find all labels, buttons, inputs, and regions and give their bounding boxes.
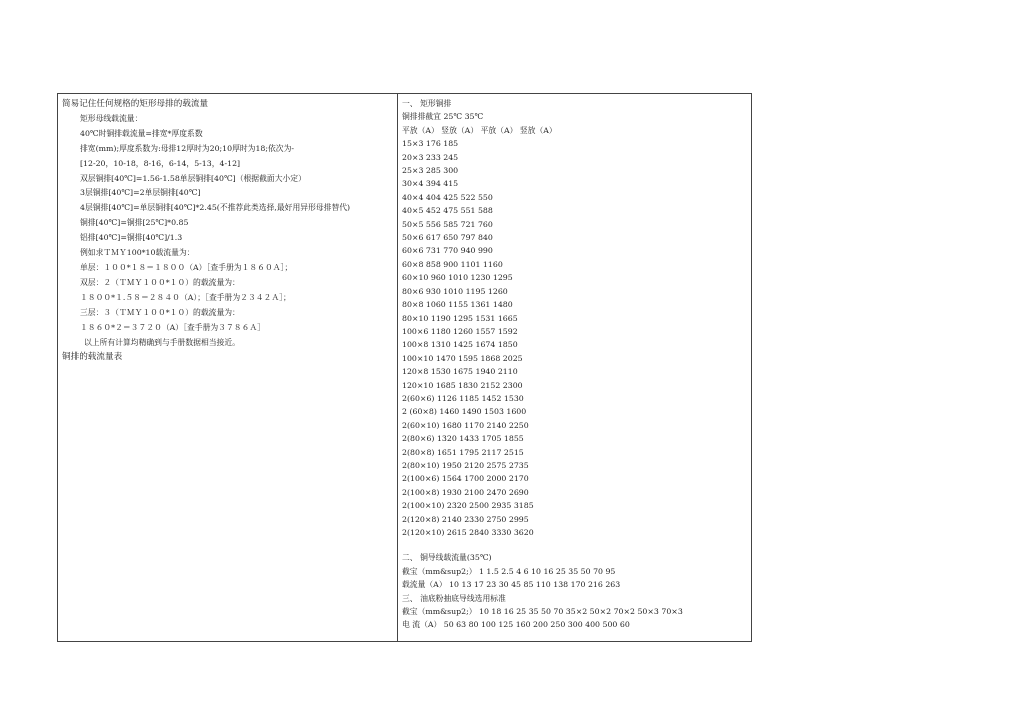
left-column [58, 94, 398, 641]
text-line: 铝排[40℃]=铜排[40℃]/1.3 [80, 233, 183, 243]
table-row: 25×3 285 300 [402, 166, 459, 176]
wire-size-row: 截宝（mm&sup2;） 1 1.5 2.5 4 6 10 16 25 35 50 70 95 [402, 566, 616, 576]
table-row: 2(120×10) 2615 2840 3330 3620 [402, 528, 534, 537]
table-row: 60×6 731 770 940 990 [402, 246, 493, 256]
table-row: 2(80×6) 1320 1433 1705 1855 [402, 434, 524, 444]
table-row: 50×6 617 650 797 840 [402, 233, 493, 243]
text-line: 4层铜排[40℃]=单层铜排[40℃]*2.45(不推荐此类选择,最好用异形母排替代) [80, 203, 351, 213]
table-row: 2 (60×8) 1460 1490 1503 1600 [402, 407, 527, 417]
text-line: 双层：２（ＴＭＹ１００*１０）的载流量为： [80, 277, 240, 287]
text-line: 三层：３（ＴＭＹ１００*１０）的载流量为： [80, 307, 240, 317]
text-line: １８００*１.５８＝２８４０（A）；［查手册为２３４２Ａ］； [80, 292, 291, 302]
cable-size-row: 截宝（mm&sup2;） 10 18 16 25 35 50 70 35×2 50×2 70×2 50×3 70×3 [402, 607, 683, 617]
text-line: 3层铜排[40℃]=2单层铜排[40℃] [80, 188, 201, 198]
table-row: 2(100×6) 1564 1700 2000 2170 [402, 474, 529, 484]
table-subtitle: 铜排排截宜 25℃ 35℃ [402, 112, 484, 122]
table-row: 2(60×10) 1680 1170 2140 2250 [402, 420, 529, 430]
table-row: 60×10 960 1010 1230 1295 [402, 273, 513, 283]
wire-current-row: 载流量（A） 10 13 17 23 30 45 85 110 138 170 216 263 [402, 580, 621, 590]
text-line: １８６０*２＝３７２０（A）［查手册为３７８６Ａ］ [80, 322, 265, 332]
table-row: 20×3 233 245 [402, 152, 459, 162]
table-row: 2(100×10) 2320 2500 2935 3185 [402, 501, 534, 511]
text-line: 铜排[40℃]=铜排[25℃]*0.85 [80, 218, 189, 228]
text-line: 40℃时铜排载流量=排宽*厚度系数 [80, 128, 203, 138]
text-line: 矩形母线载流量： [80, 113, 143, 123]
right-column [398, 94, 751, 641]
text-line: 排宽(mm);厚度系数为:母排12厚时为20;10厚时为18;依次为- [80, 143, 295, 153]
table-row: 2(80×10) 1950 2120 2575 2735 [402, 460, 529, 470]
table-row: 120×8 1530 1675 1940 2110 [402, 367, 518, 377]
table-row: 50×5 556 585 721 760 [402, 219, 493, 229]
section-heading: 三、 油底粉抽底导线选用标准 [402, 593, 506, 603]
table-row: 100×8 1310 1425 1674 1850 [402, 340, 518, 350]
left-footer-heading: 铜排的载流量表 [62, 352, 123, 363]
table-row: 40×5 452 475 551 588 [402, 206, 493, 216]
table-row: 100×6 1180 1260 1557 1592 [402, 326, 518, 336]
table-row: 2(80×8) 1651 1795 2117 2515 [402, 447, 524, 457]
section-heading: 二、 铜导线载流量(35℃) [402, 553, 492, 563]
spacer [402, 539, 751, 551]
table-row: 60×8 858 900 1101 1160 [402, 259, 503, 269]
left-title: 简易记住任何规格的矩形母排的载流量 [62, 99, 209, 109]
table-row: 40×4 404 425 522 550 [402, 192, 493, 202]
document-table [57, 93, 752, 642]
table-row: 2(60×6) 1126 1185 1452 1530 [402, 393, 524, 403]
table-row: 2(120×8) 2140 2330 2750 2995 [402, 514, 529, 524]
table-header: 平放（A） 竖放（A） 平放（A） 竖放（A） [402, 125, 557, 135]
table-rows [402, 137, 751, 539]
section-heading: 一、 矩形铜排 [402, 99, 452, 108]
table-row: 80×10 1190 1295 1531 1665 [402, 313, 518, 323]
table-row: 120×10 1685 1830 2152 2300 [402, 380, 523, 390]
table-row: 100×10 1470 1595 1868 2025 [402, 353, 523, 363]
text-line: 双层铜排[40℃]=1.56-1.58单层铜排[40℃]（根据截面大小定） [80, 173, 306, 183]
table-row: 80×8 1060 1155 1361 1480 [402, 300, 513, 310]
text-line: 例如求ＴＭＹ100*10载流量为： [80, 248, 195, 258]
cable-current-row: 电 流（A） 50 63 80 100 125 160 200 250 300 400 500 60 [402, 620, 630, 630]
text-line: 以上所有计算均精确到与手册数据相当接近。 [84, 337, 240, 347]
table-row: 15×3 176 185 [402, 139, 459, 149]
text-line: [12-20，10-18，8-16，6-14，5-13，4-12] [80, 158, 241, 168]
text-line: 单层：１００*１８＝１８００（A）［查手册为１８６０Ａ］； [80, 262, 293, 272]
table-row: 30×4 394 415 [402, 179, 459, 189]
table-row: 80×6 930 1010 1195 1260 [402, 286, 508, 296]
table-row: 2(100×8) 1930 2100 2470 2690 [402, 487, 529, 497]
